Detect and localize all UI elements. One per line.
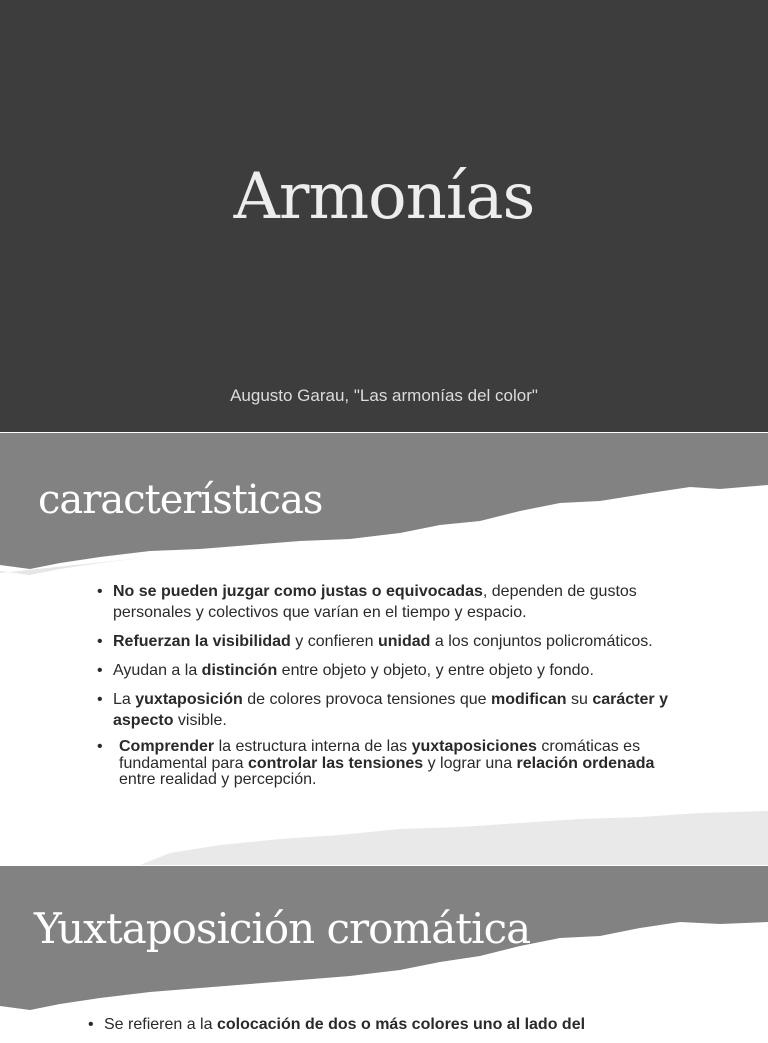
juxtaposition-list bbox=[88, 1014, 688, 1043]
list-item: • Refuerzan la visibilidad y confieren unidad a los conjuntos policromáticos. bbox=[97, 631, 677, 652]
title-slide bbox=[0, 0, 768, 432]
characteristics-list bbox=[97, 581, 677, 797]
list-item: • Se refieren a la colocación de dos o más colores uno al lado del bbox=[88, 1014, 688, 1035]
characteristics-slide bbox=[0, 433, 768, 865]
list-item: • Comprender la estructura interna de las yuxtaposiciones cromáticas es fundamental para controlar las tensiones y lograr una relación ordenada entre realidad y percepción. bbox=[97, 739, 677, 789]
list-item: • No se pueden juzgar como justas o equivocadas, dependen de gustos personales y colectivos que varían en el tiempo y espacio. bbox=[97, 581, 677, 623]
list-item: • La yuxtaposición de colores provoca tensiones que modifican su carácter y aspecto visible. bbox=[97, 689, 677, 731]
juxtaposition-slide bbox=[0, 866, 768, 1033]
slide-subtitle: Augusto Garau, "Las armonías del color" bbox=[230, 386, 538, 405]
slide-heading: Yuxtaposición cromática bbox=[34, 904, 531, 953]
slide-heading: características bbox=[38, 477, 323, 523]
list-item: • Ayudan a la distinción entre objeto y objeto, y entre objeto y fondo. bbox=[97, 660, 677, 681]
slide-title: Armonías bbox=[233, 160, 535, 234]
